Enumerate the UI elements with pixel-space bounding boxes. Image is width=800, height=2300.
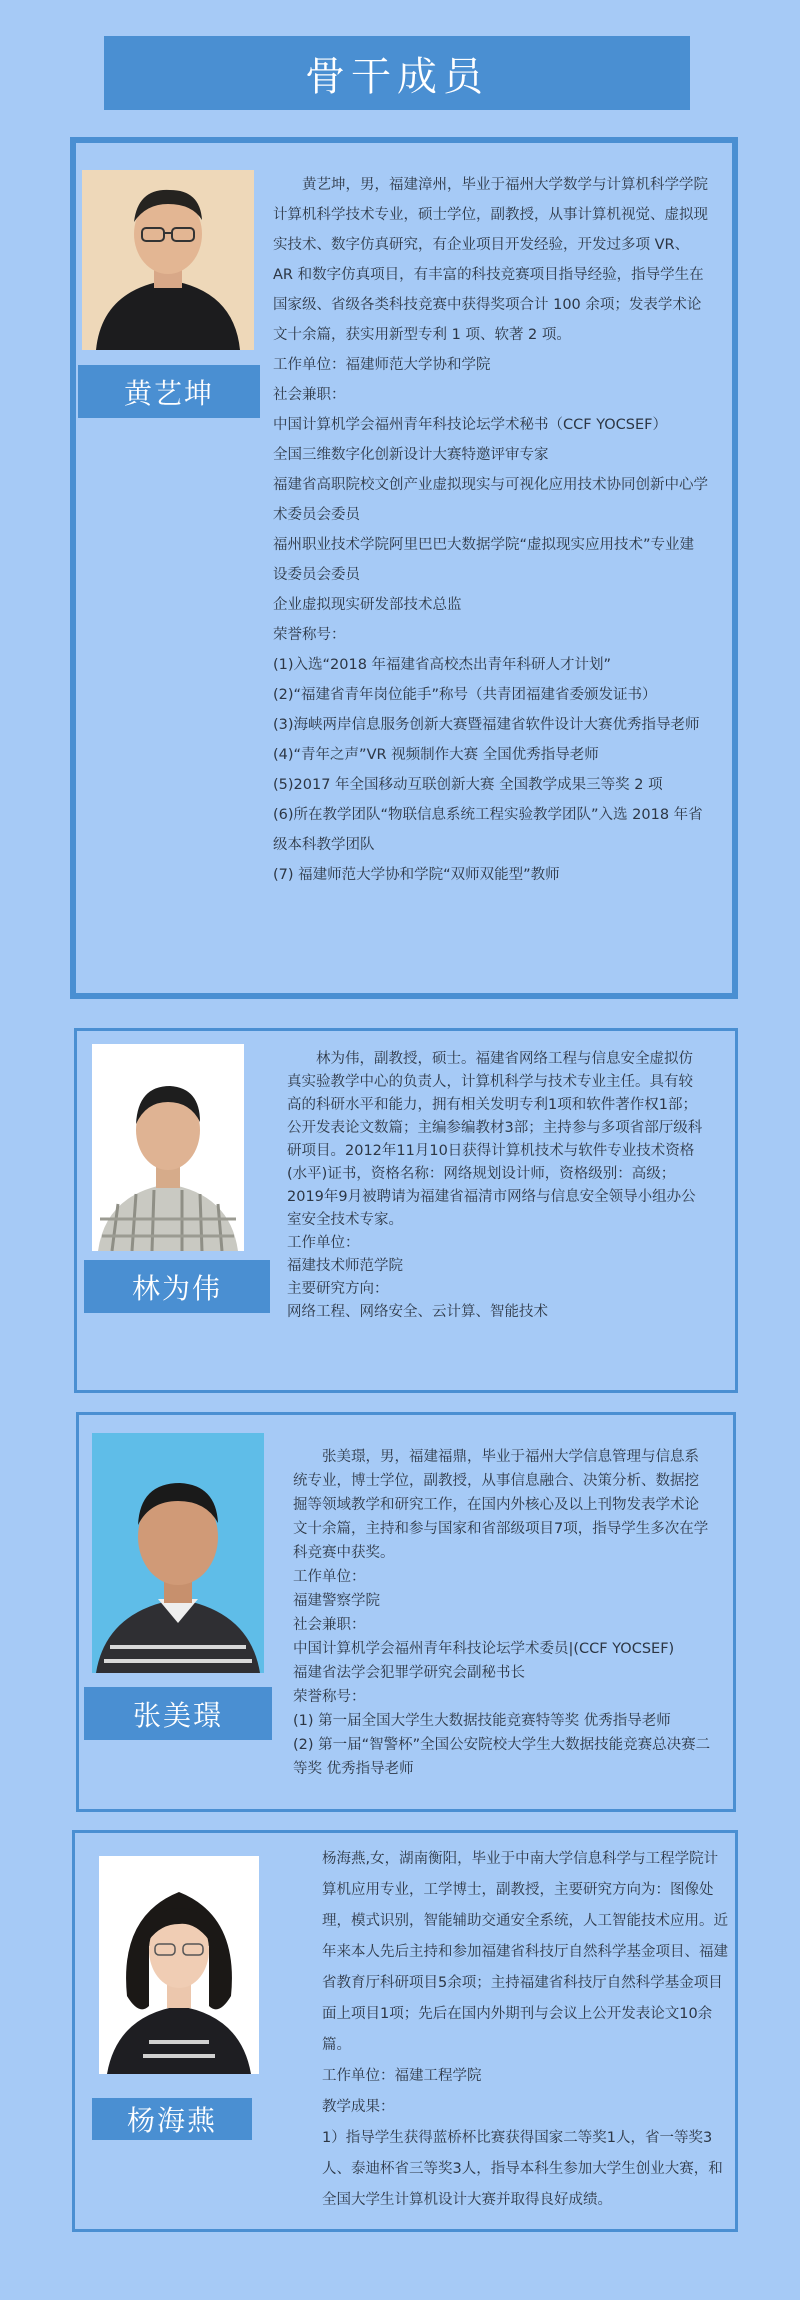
- member-line: 网络工程、网络安全、云计算、智能技术: [287, 1304, 548, 1320]
- member-photo-zhang: [92, 1433, 264, 1673]
- member-line: 中国计算机学会福州青年科技论坛学术秘书（CCF YOCSEF）: [273, 417, 668, 433]
- member-photo-yang: [99, 1856, 259, 2074]
- member-line: 福建省法学会犯罪学研究会副秘书长: [293, 1665, 525, 1681]
- member-line: 荣誉称号：: [273, 627, 346, 643]
- member-line: (2) 第一届“智警杯”全国公安院校大学生大数据技能竞赛总决赛二等奖 优秀指导老师: [293, 1737, 711, 1777]
- member-line: (5)2017 年全国移动互联创新大赛 全国教学成果三等奖 2 项: [273, 777, 663, 793]
- member-line: 全国三维数字化创新设计大赛特邀评审专家: [273, 447, 549, 463]
- member-line: (4)“青年之声”VR 视频制作大赛 全国优秀指导老师: [273, 747, 599, 763]
- member-line: 1）指导学生获得蓝桥杯比赛获得国家二等奖1人，省一等奖3人、泰迪杯省三等奖3人，指导本科生参加大学生创业大赛，和全国大学生计算机设计大赛并取得良好成绩。: [322, 2130, 723, 2208]
- member-line: (1)入选“2018 年福建省高校杰出青年科研人才计划”: [273, 657, 612, 673]
- member-line: 中国计算机学会福州青年科技论坛学术委员|(CCF YOCSEF): [293, 1641, 675, 1657]
- member-photo-lin: [92, 1044, 244, 1251]
- member-line: 企业虚拟现实研发部技术总监: [273, 597, 462, 613]
- member-name-lin: 林为伟: [84, 1260, 270, 1313]
- member-line: 福建警察学院: [293, 1593, 380, 1609]
- member-line: 荣誉称号：: [293, 1689, 366, 1705]
- member-line: (6)所在教学团队“物联信息系统工程实验教学团队”入选 2018 年省级本科教学团队: [273, 807, 703, 853]
- member-bio-zhang: 张美璟，男，福建福鼎，毕业于福州大学信息管理与信息系统专业，博士学位，副教授，从事信息融合、决策分析、数据挖掘等领域教学和研究工作，在国内外核心及以上刊物发表学术论文十余篇，主持和参与国家和省部级项目7项，指导学生多次在学科竞赛中获奖。: [293, 1449, 709, 1561]
- member-name-huang: 黄艺坤: [78, 365, 260, 418]
- member-name-yang: 杨海燕: [92, 2098, 252, 2140]
- member-line: 工作单位：: [293, 1569, 366, 1585]
- member-line: 工作单位：: [287, 1235, 360, 1251]
- member-name-zhang: 张美璟: [84, 1687, 272, 1740]
- member-line: 工作单位：福建师范大学协和学院: [273, 357, 491, 373]
- page-title: 骨干成员: [104, 36, 690, 110]
- member-line: 社会兼职：: [293, 1617, 366, 1633]
- member-line: (1) 第一届全国大学生大数据技能竞赛特等奖 优秀指导老师: [293, 1713, 671, 1729]
- member-line: 福建技术师范学院: [287, 1258, 403, 1274]
- member-bio-lin: 林为伟，副教授，硕士。福建省网络工程与信息安全虚拟仿真实验教学中心的负责人，计算机科学与技术专业主任。具有较高的科研水平和能力，拥有相关发明专利1项和软件著作权1部；公开发表论文数篇；主编参编教材3部；主持参与多项省部厅级科研项目。2012年11月10日获得计算机技术与软件专业技术资格(水平)证书，资格名称：网络规划设计师，资格级别：高级；2019年9月被聘请为福建省福清市网络与信息安全领导小组办公室安全技术专家。: [287, 1051, 703, 1228]
- member-photo-huang: [82, 170, 254, 350]
- member-line: (2)“福建省青年岗位能手”称号（共青团福建省委颁发证书）: [273, 687, 657, 703]
- member-bio-yang: 杨海燕,女，湖南衡阳，毕业于中南大学信息科学与工程学院计算机应用专业，工学博士，副教授，主要研究方向为：图像处理，模式识别，智能辅助交通安全系统，人工智能技术应用。近年来本人先后主持和参加福建省科技厅自然科学基金项目、福建省教育厅科研项目5余项；主持福建省科技厅自然科学基金项目面上项目1项；先后在国内外期刊与会议上公开发表论文10余篇。: [322, 1851, 728, 2053]
- member-line: 社会兼职：: [273, 387, 346, 403]
- member-line: (7) 福建师范大学协和学院“双师双能型”教师: [273, 867, 560, 883]
- member-line: 福州职业技术学院阿里巴巴大数据学院“虚拟现实应用技术”专业建设委员会委员: [273, 537, 695, 583]
- member-line: 工作单位：福建工程学院: [322, 2068, 482, 2084]
- member-bio-huang: 黄艺坤，男，福建漳州，毕业于福州大学数学与计算机科学学院计算机科学技术专业，硕士学位，副教授，从事计算机视觉、虚拟现实技术、数字仿真研究，有企业项目开发经验，开发过多项 VR、AR 和数字仿真项目，有丰富的科技竞赛项目指导经验，指导学生在国家级、省级各类科技竞赛中获得奖项合计 100 余项；发表学术论文十余篇，获实用新型专利 1 项、软著 2 项。: [273, 177, 708, 343]
- member-line: 教学成果：: [322, 2099, 395, 2115]
- member-line: (3)海峡两岸信息服务创新大赛暨福建省软件设计大赛优秀指导老师: [273, 717, 700, 733]
- member-line: 主要研究方向：: [287, 1281, 389, 1297]
- member-line: 福建省高职院校文创产业虚拟现实与可视化应用技术协同创新中心学术委员会委员: [273, 477, 708, 523]
